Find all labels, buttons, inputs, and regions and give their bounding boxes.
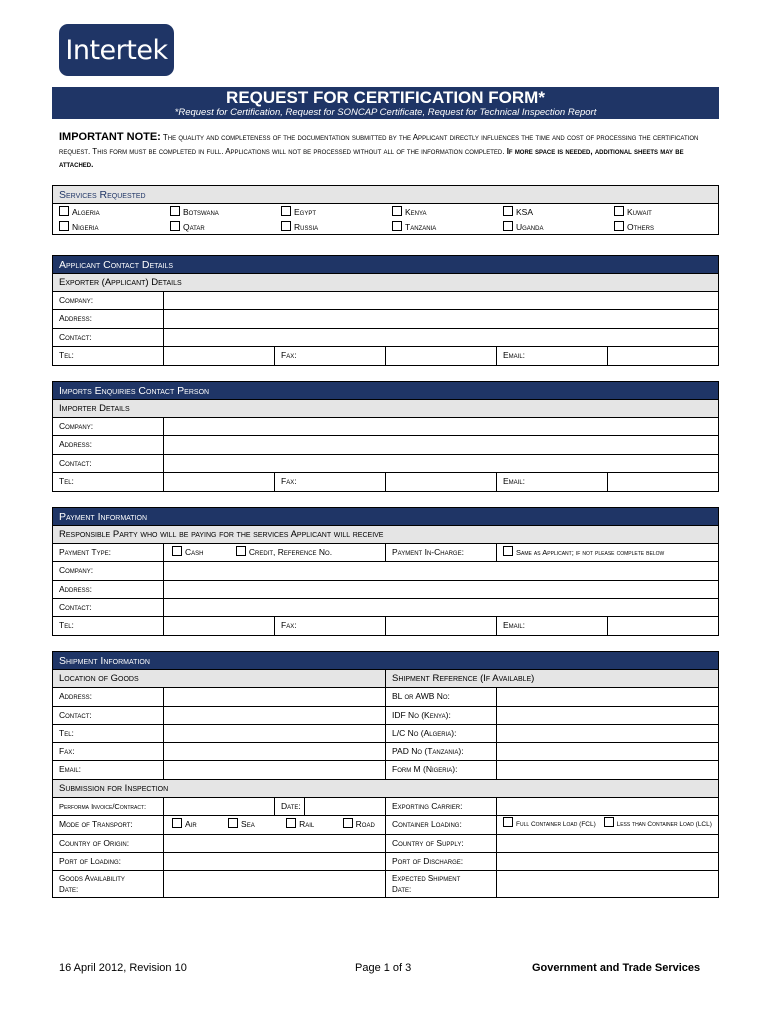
tel-label: Tel: — [53, 725, 164, 742]
company-label: Company: — [53, 418, 164, 435]
tel-field[interactable] — [164, 347, 275, 365]
address-label: Address: — [53, 688, 164, 705]
fcl-label: Full Container Load (FCL) — [516, 821, 596, 829]
lcl-checkbox[interactable] — [604, 817, 614, 827]
checkbox[interactable] — [392, 206, 402, 216]
email-label: Email: — [497, 473, 608, 491]
note-body: The quality and completeness of the documentation submitted by the Applicant directly influences the time and cost of processing the certification request. This form must be completed in full. Applications will not be processed without all of the information completed. — [59, 133, 699, 156]
checkbox[interactable] — [503, 206, 513, 216]
tel-label: Tel: — [53, 347, 164, 365]
sea-label: Sea — [241, 819, 255, 830]
origin-field[interactable] — [164, 835, 386, 852]
idf-field[interactable] — [497, 707, 718, 724]
credit-checkbox[interactable] — [236, 546, 246, 556]
pad-label: PAD No (Tanzania): — [386, 743, 497, 760]
credit-label: Credit, Reference No. — [248, 547, 333, 557]
shipment-section — [52, 651, 719, 898]
form-title: REQUEST FOR CERTIFICATION FORM* — [226, 88, 545, 107]
tel-field[interactable] — [164, 617, 275, 635]
checkbox[interactable] — [170, 206, 180, 216]
tel-field[interactable] — [164, 725, 386, 742]
contact-label: Contact: — [53, 599, 164, 616]
address-label: Address: — [53, 581, 164, 598]
rail-label: Rail — [299, 819, 315, 830]
checkbox[interactable] — [614, 206, 624, 216]
sea-checkbox[interactable] — [228, 818, 238, 828]
checkbox[interactable] — [614, 221, 624, 231]
checkbox[interactable] — [281, 206, 291, 216]
location-subheader: Location of Goods — [53, 670, 386, 687]
tel-field[interactable] — [164, 473, 275, 491]
form-subtitle: *Request for Certification, Request for SONCAP Certificate, Request for Technical Inspection Report — [174, 107, 597, 118]
address-label: Address: — [53, 436, 164, 453]
discharge-label: Port of Discharge: — [386, 853, 497, 870]
loading-field[interactable] — [164, 853, 386, 870]
applicant-section — [52, 255, 719, 366]
loading-label: Port of Loading: — [53, 853, 164, 870]
same-as-applicant-label: Same as Applicant; if not please complete below — [516, 548, 665, 557]
footer-division: Government and Trade Services — [532, 962, 701, 974]
availability-label: Goods Availability Date: — [53, 871, 164, 897]
imports-section — [52, 381, 719, 492]
email-field[interactable] — [608, 473, 718, 491]
rail-checkbox[interactable] — [286, 818, 296, 828]
tel-label: Tel: — [53, 617, 164, 635]
address-field[interactable] — [164, 310, 718, 327]
same-as-applicant-checkbox[interactable] — [503, 546, 513, 556]
company-field[interactable] — [164, 562, 718, 579]
service-option[interactable]: Tanzania — [392, 221, 503, 232]
service-option[interactable]: Russia — [281, 221, 392, 232]
contact-field[interactable] — [164, 329, 718, 346]
applicant-header: Applicant Contact Details — [53, 256, 718, 274]
contact-field[interactable] — [164, 599, 718, 616]
fax-label: Fax: — [53, 743, 164, 760]
container-label: Container Loading: — [386, 816, 497, 833]
tel-label: Tel: — [53, 473, 164, 491]
intertek-logo — [59, 24, 174, 76]
checkbox[interactable] — [503, 221, 513, 231]
date-field[interactable] — [305, 798, 386, 815]
transport-options — [164, 816, 386, 833]
checkbox[interactable] — [59, 206, 69, 216]
company-label: Company: — [53, 562, 164, 579]
service-option[interactable]: Others — [614, 221, 725, 232]
availability-field[interactable] — [164, 871, 386, 897]
fax-field[interactable] — [164, 743, 386, 760]
road-label: Road — [355, 819, 375, 830]
note-emphasis: If more space is needed, additional sheets may be attached. — [59, 146, 684, 169]
email-field[interactable] — [608, 347, 718, 365]
service-option[interactable]: Egypt — [281, 206, 392, 217]
proforma-field[interactable] — [164, 798, 275, 815]
company-label: Company: — [53, 292, 164, 309]
form-m-field[interactable] — [497, 761, 718, 778]
origin-label: Country of Origin: — [53, 835, 164, 852]
fax-field[interactable] — [386, 473, 497, 491]
address-label: Address: — [53, 310, 164, 327]
contact-label: Contact: — [53, 455, 164, 472]
payment-type-options — [164, 544, 386, 561]
imports-header: Imports Enquiries Contact Person — [53, 382, 718, 400]
contact-label: Contact: — [53, 707, 164, 724]
road-checkbox[interactable] — [343, 818, 353, 828]
discharge-field[interactable] — [497, 853, 718, 870]
bl-field[interactable] — [497, 688, 718, 705]
fax-label: Fax: — [275, 473, 386, 491]
lcl-label: Less than Container Load (LCL) — [616, 821, 712, 829]
payment-subheader: Responsible Party who will be paying for the services Applicant will receive — [53, 526, 718, 544]
bl-label: BL or AWB No: — [386, 688, 497, 705]
checkbox[interactable] — [281, 221, 291, 231]
logo-text: Intertek — [65, 34, 168, 66]
submission-subheader: Submission for Inspection — [59, 782, 169, 794]
footer-page: Page 1 of 3 — [355, 962, 412, 974]
air-label: Air — [185, 819, 197, 830]
cash-checkbox[interactable] — [172, 546, 182, 556]
service-option[interactable]: KSA — [503, 206, 614, 217]
fax-field[interactable] — [386, 347, 497, 365]
payment-incharge-label: Payment In-Charge: — [386, 544, 497, 561]
service-option[interactable]: Botswana — [170, 206, 281, 217]
service-option[interactable]: Algeria — [59, 206, 170, 217]
services-grid — [53, 204, 718, 234]
checkbox[interactable] — [59, 221, 69, 231]
email-field[interactable] — [164, 761, 386, 778]
service-option[interactable]: Kenya — [392, 206, 503, 217]
checkbox[interactable] — [170, 221, 180, 231]
company-field[interactable] — [164, 292, 718, 309]
carrier-field[interactable] — [497, 798, 718, 815]
idf-label: IDF No (Kenya): — [386, 707, 497, 724]
address-field[interactable] — [164, 581, 718, 598]
form-title-bar — [52, 87, 719, 119]
contact-field[interactable] — [164, 455, 718, 472]
air-checkbox[interactable] — [172, 818, 182, 828]
lc-field[interactable] — [497, 725, 718, 742]
fax-label: Fax: — [275, 347, 386, 365]
lc-label: L/C No (Algeria): — [386, 725, 497, 742]
payment-section — [52, 507, 719, 636]
service-option[interactable]: Kuwait — [614, 206, 725, 217]
contact-field[interactable] — [164, 707, 386, 724]
fax-label: Fax: — [275, 617, 386, 635]
fcl-checkbox[interactable] — [503, 817, 513, 827]
date-label: Date: — [275, 798, 305, 815]
note-lead: IMPORTANT NOTE: — [59, 131, 161, 143]
carrier-label: Exporting Carrier: — [386, 798, 497, 815]
expected-label: Expected Shipment Date: — [386, 871, 497, 897]
footer-date: 16 April 2012, Revision 10 — [59, 962, 187, 974]
service-option[interactable]: Nigeria — [59, 221, 170, 232]
address-field[interactable] — [164, 688, 386, 705]
services-header: Services Requested — [53, 186, 718, 204]
email-field[interactable] — [608, 617, 718, 635]
payment-incharge-field — [497, 544, 718, 561]
importer-subheader: Importer Details — [53, 400, 718, 418]
checkbox[interactable] — [392, 221, 402, 231]
email-label: Email: — [497, 347, 608, 365]
contact-label: Contact: — [53, 329, 164, 346]
supply-field[interactable] — [497, 835, 718, 852]
email-label: Email: — [53, 761, 164, 778]
service-option[interactable]: Qatar — [170, 221, 281, 232]
payment-type-label: Payment Type: — [53, 544, 164, 561]
shipment-header: Shipment Information — [53, 652, 718, 670]
expected-field[interactable] — [497, 871, 718, 897]
payment-header: Payment Information — [53, 508, 718, 526]
email-label: Email: — [497, 617, 608, 635]
exporter-subheader: Exporter (Applicant) Details — [53, 274, 718, 292]
proforma-label: Performa Invoice/Contract: — [53, 798, 164, 815]
address-field[interactable] — [164, 436, 718, 453]
transport-label: Mode of Transport: — [53, 816, 164, 833]
pad-field[interactable] — [497, 743, 718, 760]
cash-label: Cash — [185, 547, 204, 557]
container-options — [497, 816, 718, 833]
form-m-label: Form M (Nigeria): — [386, 761, 497, 778]
service-option[interactable]: Uganda — [503, 221, 614, 232]
reference-subheader: Shipment Reference (If Available) — [392, 673, 535, 684]
supply-label: Country of Supply: — [386, 835, 497, 852]
services-section — [52, 185, 719, 235]
company-field[interactable] — [164, 418, 718, 435]
important-note — [59, 131, 719, 172]
fax-field[interactable] — [386, 617, 497, 635]
